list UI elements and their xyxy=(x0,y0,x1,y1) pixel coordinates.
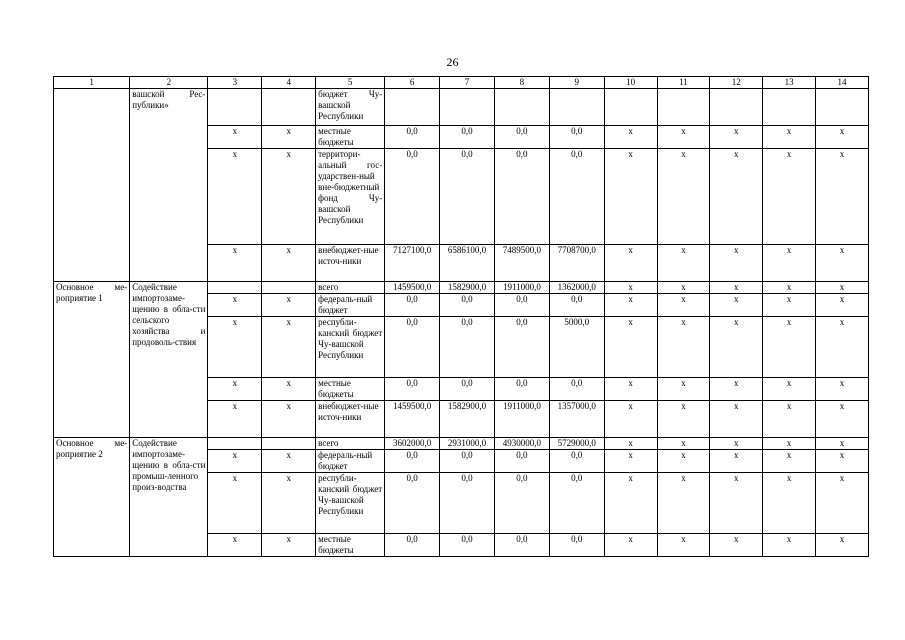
column-header-4: 4 xyxy=(262,77,316,89)
col11-cell xyxy=(657,89,710,126)
col14-cell: x xyxy=(816,450,869,473)
col12-cell: x xyxy=(710,282,763,294)
amount-v9: 0,0 xyxy=(549,378,604,401)
table-body xyxy=(54,89,869,557)
col12-cell: x xyxy=(710,378,763,401)
amount-v8: 4930000,0 xyxy=(494,438,549,450)
col10-cell: x xyxy=(604,438,657,450)
funding-source: местные бюджеты xyxy=(316,126,385,149)
amount-v6: 0,0 xyxy=(385,473,440,534)
table-row xyxy=(54,438,869,450)
col3-cell: x xyxy=(208,149,262,245)
amount-v8: 0,0 xyxy=(494,126,549,149)
funding-source: территори-альный гос-ударствен-ный вне-бюджетный фонд Чу-вашской Республики xyxy=(316,149,385,245)
column-header-1: 1 xyxy=(54,77,130,89)
col3-cell: x xyxy=(208,317,262,378)
page-number: 26 xyxy=(446,55,459,69)
amount-v6 xyxy=(385,89,440,126)
col3-cell: x xyxy=(208,473,262,534)
amount-v6: 0,0 xyxy=(385,294,440,317)
funding-source: местные бюджеты xyxy=(316,534,385,557)
col13-cell: x xyxy=(763,126,816,149)
col13-cell: x xyxy=(763,534,816,557)
amount-v7: 0,0 xyxy=(440,450,495,473)
amount-v6: 1459500,0 xyxy=(385,401,440,438)
col4-cell: x xyxy=(262,317,316,378)
status-cell: Основное ме-роприятие 1 xyxy=(54,282,130,438)
header-row xyxy=(54,77,869,89)
funding-source: федераль-ный бюджет xyxy=(316,294,385,317)
table-row xyxy=(54,282,869,294)
col12-cell: x xyxy=(710,473,763,534)
name-cell: вашской Рес-публики» xyxy=(130,89,208,282)
col3-cell: x xyxy=(208,245,262,282)
col13-cell: x xyxy=(763,149,816,245)
col10-cell: x xyxy=(604,378,657,401)
column-header-14: 14 xyxy=(816,77,869,89)
col4-cell: x xyxy=(262,378,316,401)
col3-cell: x xyxy=(208,126,262,149)
col4-cell xyxy=(262,89,316,126)
amount-v9: 1362000,0 xyxy=(549,282,604,294)
col12-cell: x xyxy=(710,438,763,450)
col14-cell: x xyxy=(816,378,869,401)
amount-v7: 6586100,0 xyxy=(440,245,495,282)
col11-cell: x xyxy=(657,294,710,317)
table-row xyxy=(54,89,869,126)
status-cell: Основное ме-роприятие 2 xyxy=(54,438,130,557)
amount-v8: 0,0 xyxy=(494,534,549,557)
column-header-2: 2 xyxy=(130,77,208,89)
col10-cell: x xyxy=(604,473,657,534)
funding-source: внебюджет-ные источ-ники xyxy=(316,245,385,282)
col11-cell: x xyxy=(657,126,710,149)
amount-v7: 0,0 xyxy=(440,126,495,149)
col13-cell: x xyxy=(763,473,816,534)
col4-cell: x xyxy=(262,126,316,149)
funding-source: бюджет Чу-вашской Республики xyxy=(316,89,385,126)
amount-v8: 0,0 xyxy=(494,317,549,378)
col11-cell: x xyxy=(657,317,710,378)
amount-v6: 0,0 xyxy=(385,378,440,401)
budget-table xyxy=(53,76,869,557)
column-header-3: 3 xyxy=(208,77,262,89)
amount-v7: 1582900,0 xyxy=(440,282,495,294)
col3-cell: x xyxy=(208,294,262,317)
col13-cell xyxy=(763,89,816,126)
col4-cell: x xyxy=(262,473,316,534)
funding-source: республи-канский бюджет Чу-вашской Республики xyxy=(316,317,385,378)
col3-cell xyxy=(208,89,262,126)
amount-v6: 0,0 xyxy=(385,450,440,473)
col14-cell: x xyxy=(816,294,869,317)
column-header-5: 5 xyxy=(316,77,385,89)
column-header-7: 7 xyxy=(440,77,495,89)
amount-v9: 5000,0 xyxy=(549,317,604,378)
col10-cell: x xyxy=(604,401,657,438)
col10-cell: x xyxy=(604,149,657,245)
col4-cell xyxy=(262,438,316,450)
funding-source: федераль-ный бюджет xyxy=(316,450,385,473)
amount-v9: 1357000,0 xyxy=(549,401,604,438)
amount-v6: 0,0 xyxy=(385,126,440,149)
col4-cell: x xyxy=(262,534,316,557)
amount-v7: 2931000,0 xyxy=(440,438,495,450)
col12-cell: x xyxy=(710,401,763,438)
amount-v8: 0,0 xyxy=(494,378,549,401)
amount-v7: 0,0 xyxy=(440,378,495,401)
col4-cell: x xyxy=(262,294,316,317)
col12-cell: x xyxy=(710,317,763,378)
col11-cell: x xyxy=(657,401,710,438)
funding-source: внебюджет-ные источ-ники xyxy=(316,401,385,438)
amount-v9: 7708700,0 xyxy=(549,245,604,282)
amount-v7: 1582900,0 xyxy=(440,401,495,438)
amount-v8: 0,0 xyxy=(494,473,549,534)
col10-cell: x xyxy=(604,534,657,557)
amount-v6: 1459500,0 xyxy=(385,282,440,294)
col14-cell: x xyxy=(816,534,869,557)
amount-v9: 0,0 xyxy=(549,473,604,534)
col14-cell: x xyxy=(816,126,869,149)
col12-cell: x xyxy=(710,450,763,473)
col11-cell: x xyxy=(657,534,710,557)
col14-cell xyxy=(816,89,869,126)
col13-cell: x xyxy=(763,294,816,317)
col10-cell: x xyxy=(604,317,657,378)
column-header-6: 6 xyxy=(385,77,440,89)
amount-v9: 0,0 xyxy=(549,534,604,557)
col11-cell: x xyxy=(657,473,710,534)
funding-source: местные бюджеты xyxy=(316,378,385,401)
status-cell xyxy=(54,89,130,282)
col10-cell xyxy=(604,89,657,126)
col3-cell: x xyxy=(208,401,262,438)
col14-cell: x xyxy=(816,245,869,282)
col11-cell: x xyxy=(657,450,710,473)
amount-v9 xyxy=(549,89,604,126)
col14-cell: x xyxy=(816,438,869,450)
amount-v8: 0,0 xyxy=(494,450,549,473)
col3-cell xyxy=(208,438,262,450)
col14-cell: x xyxy=(816,473,869,534)
name-cell: Содействие импортозаме-щению в обла-сти сельского хозяйства и продоволь-ствия xyxy=(130,282,208,438)
col10-cell: x xyxy=(604,450,657,473)
amount-v6: 0,0 xyxy=(385,149,440,245)
col4-cell: x xyxy=(262,149,316,245)
amount-v8 xyxy=(494,89,549,126)
col4-cell: x xyxy=(262,401,316,438)
col13-cell: x xyxy=(763,245,816,282)
amount-v7: 0,0 xyxy=(440,317,495,378)
col11-cell: x xyxy=(657,245,710,282)
funding-source: всего xyxy=(316,282,385,294)
amount-v8: 1911000,0 xyxy=(494,282,549,294)
col4-cell: x xyxy=(262,450,316,473)
col13-cell: x xyxy=(763,401,816,438)
col12-cell: x xyxy=(710,126,763,149)
col13-cell: x xyxy=(763,282,816,294)
col13-cell: x xyxy=(763,378,816,401)
col11-cell: x xyxy=(657,378,710,401)
amount-v6: 0,0 xyxy=(385,534,440,557)
amount-v8: 7489500,0 xyxy=(494,245,549,282)
col14-cell: x xyxy=(816,317,869,378)
amount-v6: 0,0 xyxy=(385,317,440,378)
amount-v7: 0,0 xyxy=(440,473,495,534)
col12-cell: x xyxy=(710,149,763,245)
col11-cell: x xyxy=(657,438,710,450)
col3-cell xyxy=(208,282,262,294)
amount-v9: 0,0 xyxy=(549,294,604,317)
funding-source: всего xyxy=(316,438,385,450)
col12-cell: x xyxy=(710,294,763,317)
col13-cell: x xyxy=(763,438,816,450)
column-header-8: 8 xyxy=(494,77,549,89)
col13-cell: x xyxy=(763,450,816,473)
amount-v9: 0,0 xyxy=(549,450,604,473)
column-header-11: 11 xyxy=(657,77,710,89)
amount-v8: 0,0 xyxy=(494,149,549,245)
amount-v9: 0,0 xyxy=(549,126,604,149)
col12-cell: x xyxy=(710,534,763,557)
col14-cell: x xyxy=(816,149,869,245)
col12-cell xyxy=(710,89,763,126)
col4-cell xyxy=(262,282,316,294)
col3-cell: x xyxy=(208,534,262,557)
amount-v8: 1911000,0 xyxy=(494,401,549,438)
column-header-13: 13 xyxy=(763,77,816,89)
col4-cell: x xyxy=(262,245,316,282)
col10-cell: x xyxy=(604,126,657,149)
funding-source: республи-канский бюджет Чу-вашской Республики xyxy=(316,473,385,534)
col10-cell: x xyxy=(604,294,657,317)
col10-cell: x xyxy=(604,282,657,294)
column-header-12: 12 xyxy=(710,77,763,89)
amount-v9: 0,0 xyxy=(549,149,604,245)
column-header-9: 9 xyxy=(549,77,604,89)
col13-cell: x xyxy=(763,317,816,378)
name-cell: Содействие импортозаме-щению в обла-сти промыш-ленного произ-водства xyxy=(130,438,208,557)
amount-v7: 0,0 xyxy=(440,294,495,317)
col3-cell: x xyxy=(208,378,262,401)
col14-cell: x xyxy=(816,282,869,294)
amount-v8: 0,0 xyxy=(494,294,549,317)
amount-v6: 3602000,0 xyxy=(385,438,440,450)
amount-v7: 0,0 xyxy=(440,149,495,245)
col10-cell: x xyxy=(604,245,657,282)
col14-cell: x xyxy=(816,401,869,438)
col12-cell: x xyxy=(710,245,763,282)
amount-v7: 0,0 xyxy=(440,534,495,557)
col11-cell: x xyxy=(657,149,710,245)
col11-cell: x xyxy=(657,282,710,294)
amount-v6: 7127100,0 xyxy=(385,245,440,282)
col3-cell: x xyxy=(208,450,262,473)
column-header-10: 10 xyxy=(604,77,657,89)
amount-v7 xyxy=(440,89,495,126)
amount-v9: 5729000,0 xyxy=(549,438,604,450)
